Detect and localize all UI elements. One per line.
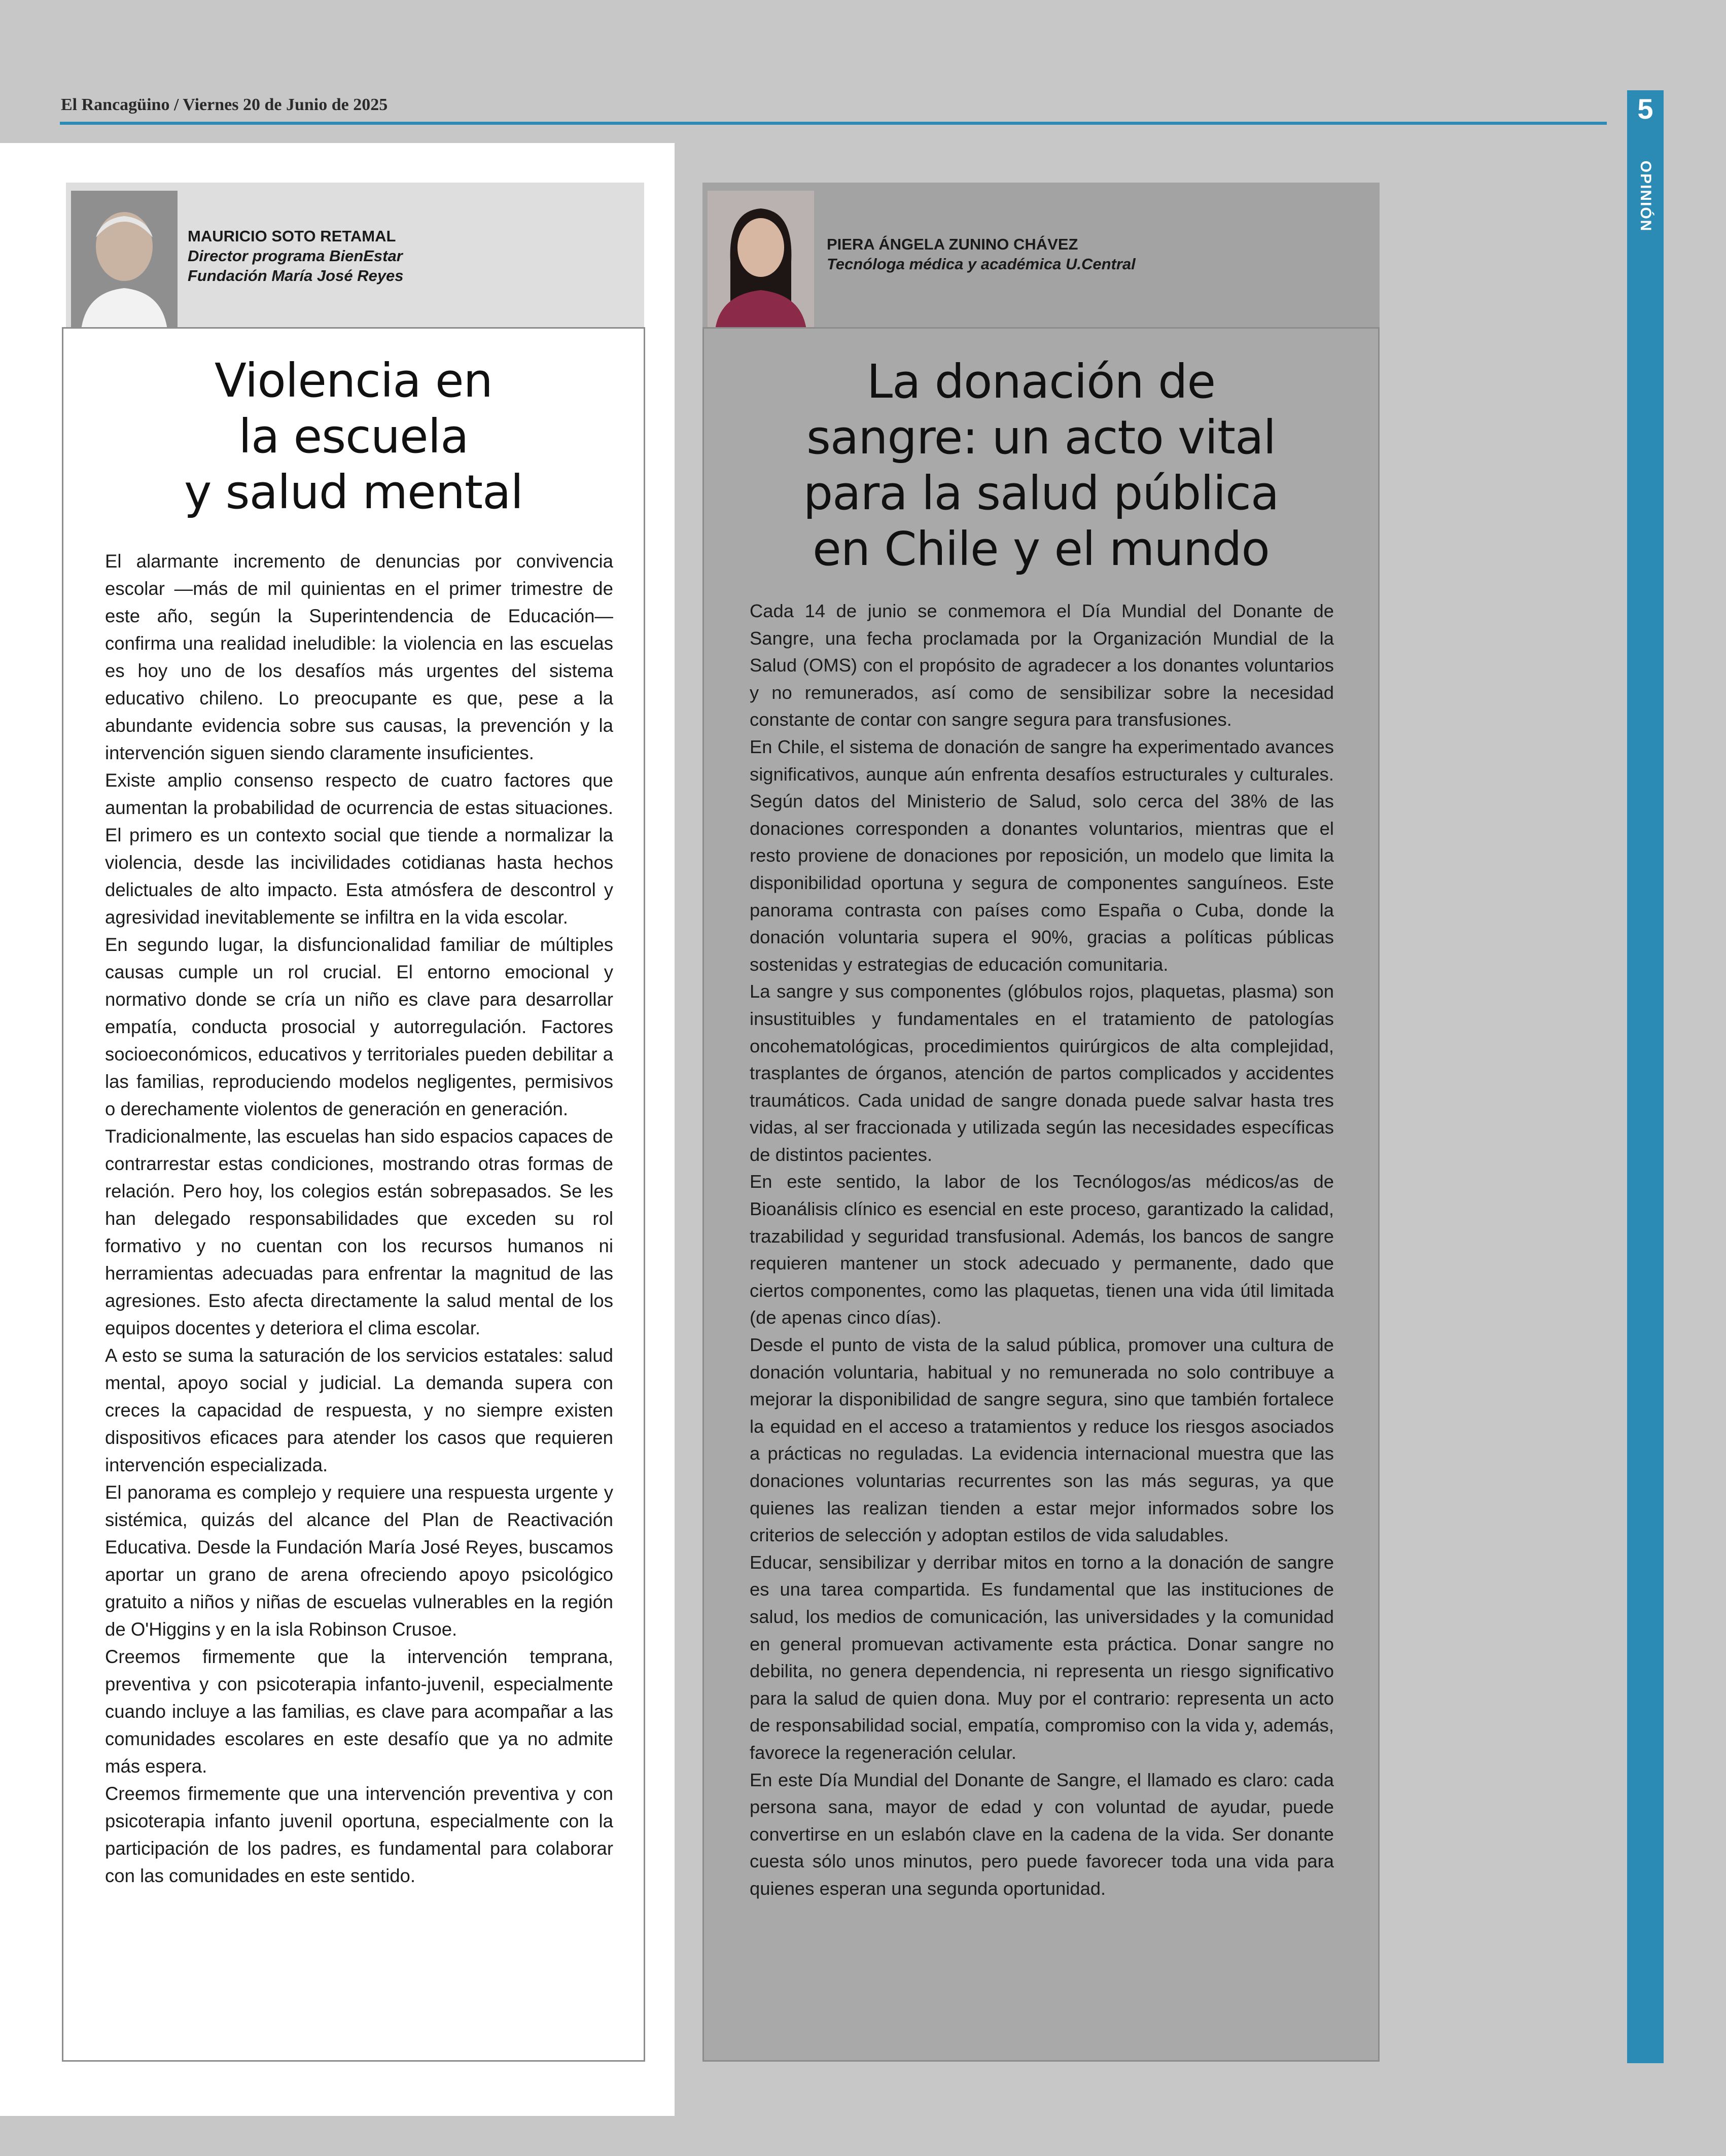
article-paragraph: Educar, sensibilizar y derribar mitos en torno a la donación de sangre es una tarea compartida. Es fundamental que las instituciones de salud, los medios de comunicación, las universidades y la comunidad en general promuevan activamente esta práctica. Donar sangre no debilita, no genera dependencia, ni representa un riesgo significativo para la salud de quien dona. Muy por el contrario: representa un acto de responsabilidad social, empatía, compromiso con la vida y, además, favorece la regeneración celular. (750, 1551, 1334, 1763)
header-rule (60, 122, 1607, 125)
headline-line: la escuela (238, 409, 469, 464)
author-photo (708, 191, 814, 332)
person-icon (708, 191, 814, 330)
article-paragraph: El alarmante incremento de denuncias por convivencia escolar —más de mil quinientas en el primer trimestre de este año, según la Superintendencia de Educación— confirma una realidad ineludible: la violencia en las escuelas es hoy uno de los desafíos más urgentes del sistema educativo chileno. Lo preocupante es que, pese a la abundante evidencia sobre sus causas, la prevención y la intervención siguen siendo claramente insuficientes. (105, 551, 613, 763)
headline-line: La donación de (866, 355, 1216, 409)
article-paragraph: En segundo lugar, la disfuncionalidad familiar de múltiples causas cumple un rol crucial. El entorno emocional y normativo donde se cría un niño es clave para desarrollar empatía, conducta prosocial y autorregulación. Factores socioeconómicos, educativos y territoriales pueden debilitar a las familias, reproduciendo modelos negligentes, permisivos o derechamente violentos de generación en generación. (105, 934, 613, 1119)
article-body (105, 548, 613, 1890)
article-paragraph: Creemos firmemente que la intervención temprana, preventiva y con psicoterapia infanto-juvenil, especialmente cuando incluye a las familias, es clave para acompañar a las comunidades escolares en este desafío que ya no admite más espera. (105, 1646, 613, 1777)
headline-line: y salud mental (184, 465, 523, 519)
right-article (702, 327, 1380, 2062)
article-paragraph: Desde el punto de vista de la salud pública, promover una cultura de donación voluntaria, habitual y no remunerada no solo contribuye a mejorar la disponibilidad de sangre segura, sino que también fortalece la equidad en el acceso a tratamientos y reduce los riesgos asociados a prácticas no reguladas. La evidencia internacional muestra que las donaciones voluntarias recurrentes son las más seguras, ya que quienes las realizan tienden a estar mejor informados sobre los criterios de selección y adoptan estilos de vida saludables. (750, 1334, 1334, 1546)
article-paragraph: En Chile, el sistema de donación de sangre ha experimentado avances significativos, aunque aún enfrenta desafíos estructurales y culturales. Según datos del Ministerio de Salud, solo cerca del 38% de las donaciones corresponden a donantes voluntarios, mientras que el resto proviene de donaciones por reposición, un modelo que limita la disponibilidad oportuna y segura de componentes sanguíneos. Este panorama contrasta con países como España o Cuba, donde la donación voluntaria supera el 90%, gracias a políticas públicas sostenidas y estrategias de educación comunitaria. (750, 736, 1334, 975)
author-role: Tecnóloga médica y académica U.Central (827, 255, 1136, 273)
headline-line: en Chile y el mundo (813, 522, 1270, 576)
article-paragraph: La sangre y sus componentes (glóbulos rojos, plaquetas, plasma) son insustituibles y fundamentales en el tratamiento de patologías oncohematológicas, procedimientos quirúrgicos de alta complejidad, trasplantes de órganos, atención de partos complicados y accidentes traumáticos. Cada unidad de sangre donada puede salvar hasta tres vidas, al ser fraccionada y utilizada según las necesidades específicas de distintos pacientes. (750, 981, 1334, 1165)
page-number: 5 (1637, 93, 1653, 125)
article-paragraph: Tradicionalmente, las escuelas han sido espacios capaces de contrarrestar estas condiciones, mostrando otras formas de relación. Pero hoy, los colegios están sobrepasados. Se les han delegado responsabilidades que exceden su rol formativo y no cuentan con los recursos humanos ni herramientas adecuadas para enfrentar la magnitud de las agresiones. Esto afecta directamente la salud mental de los equipos docentes y deteriora el clima escolar. (105, 1126, 613, 1338)
page-header: El Rancagüino / Viernes 20 de Junio de 2025 (61, 95, 388, 114)
article-body (750, 597, 1334, 1902)
author-name: PIERA ÁNGELA ZUNINO CHÁVEZ (827, 235, 1078, 253)
author-organization: Fundación María José Reyes (188, 267, 404, 285)
article-paragraph: Existe amplio consenso respecto de cuatro factores que aumentan la probabilidad de ocurrencia de estas situaciones. El primero es un contexto social que tiende a normalizar la violencia, desde las incivilidades cotidianas hasta hechos delictuales de alto impacto. Esta atmósfera de descontrol y agresividad inevitablemente se infiltra en la vida escolar. (105, 770, 613, 928)
author-role: Director programa BienEstar (188, 247, 403, 265)
person-icon (71, 191, 178, 330)
date-line: Viernes 20 de Junio de 2025 (183, 95, 388, 114)
article-paragraph: Creemos firmemente que una intervención preventiva y con psicoterapia infanto juvenil oportuna, especialmente con la participación de los padres, es fundamental para colaborar con las comunidades en este sentido. (105, 1783, 613, 1886)
article-paragraph: En este Día Mundial del Donante de Sangre, el llamado es claro: cada persona sana, mayor de edad y con voluntad de ayudar, puede convertirse en un eslabón clave en la cadena de la vida. Ser donante cuesta sólo unos minutos, pero puede favorecer toda una vida para quienes esperan una segunda oportunidad. (750, 1769, 1334, 1899)
headline-line: Violencia en (215, 354, 492, 408)
section-bar (1627, 90, 1664, 2063)
author-name: MAURICIO SOTO RETAMAL (188, 227, 396, 245)
author-credit (188, 226, 404, 286)
author-photo (71, 191, 178, 332)
section-label: OPINIÓN (1637, 160, 1654, 232)
article-paragraph: A esto se suma la saturación de los servicios estatales: salud mental, apoyo social y judicial. La demanda supera con creces la capacidad de respuesta, y no siempre existen dispositivos eficaces para atender los casos que requieren intervención especializada. (105, 1345, 613, 1475)
left-article (62, 327, 645, 2062)
headline-line: sangre: un acto vital (806, 410, 1276, 465)
article-paragraph: El panorama es complejo y requiere una respuesta urgente y sistémica, quizás del alcance del Plan de Reactivación Educativa. Desde la Fundación María José Reyes, buscamos aportar un grano de arena ofreciendo apoyo psicológico gratuito a niños y niñas de escuelas vulnerables en la región de O'Higgins y en la isla Robinson Crusoe. (105, 1482, 613, 1640)
left-author-block (66, 183, 644, 330)
right-author-block (702, 183, 1380, 330)
article-paragraph: Cada 14 de junio se conmemora el Día Mundial del Donante de Sangre, una fecha proclamada por la Organización Mundial de la Salud (OMS) con el propósito de agradecer a los donantes voluntarios y no remunerados, así como de sensibilizar sobre la necesidad constante de contar con sangre segura para transfusiones. (750, 600, 1334, 730)
article-paragraph: En este sentido, la labor de los Tecnólogos/as médicos/as de Bioanálisis clínico es esencial en este proceso, garantizado la calidad, trazabilidad y seguridad transfusional. Además, los bancos de sangre requieren mantener un stock adecuado y permanente, dado que ciertos componentes, como las plaquetas, tienen una vida útil limitada (de apenas cinco días). (750, 1171, 1334, 1328)
article-headline (704, 329, 1378, 577)
publication-name: El Rancagüino (61, 95, 170, 114)
article-headline (63, 329, 644, 520)
headline-line: para la salud pública (803, 466, 1279, 520)
author-credit (827, 234, 1136, 274)
